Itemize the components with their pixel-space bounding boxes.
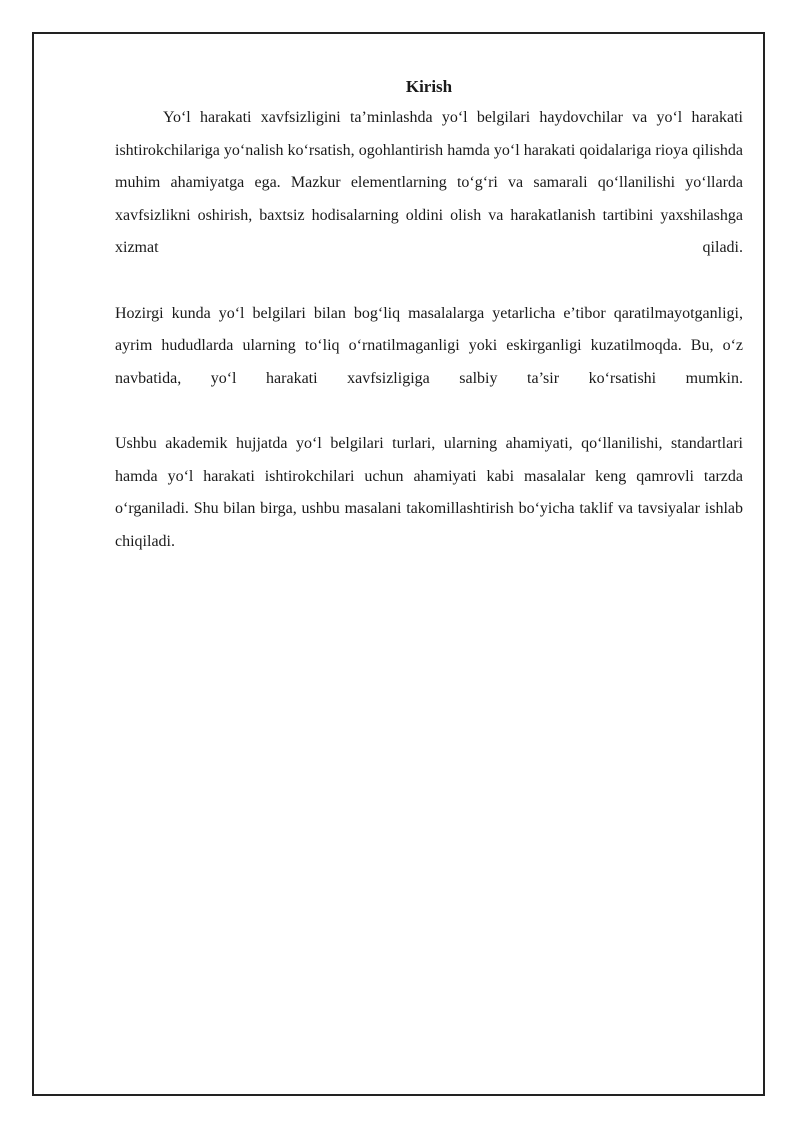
document-title: Kirish [405,77,453,96]
paragraph-problem: Hozirgi kunda yo‘l belgilari bilan bog‘liq masalalarga yetarlicha e’tibor qaratilmayotganligi, ayrim hududlarda ularning to‘liq o‘rnatilmaganligi yoki eskirganligi kuzatilmoqda. Bu, o‘z navbatida, yo‘l harakati xavfsizligiga salbiy ta’sir ko‘rsatishi mumkin. [115,304,743,387]
paragraph-intro: Yo‘l harakati xavfsizligini ta’minlashda yo‘l belgilari haydovchilar va yo‘l harakati ishtirokchilariga yo‘nalish ko‘rsatish, ogohlantirish hamda yo‘l harakati qoidalariga rioya qilishda muhim ahamiyatga ega. Mazkur elementlarning to‘g‘ri va samarali qo‘llanilishi yo‘llarda xavfsizlikni oshirish, baxtsiz hodisalarning oldini olish va harakatlanish tartibini yaxshilashga xizmat qiladi. [115,109,743,257]
paragraph-scope: Ushbu akademik hujjatda yo‘l belgilari turlari, ularning ahamiyati, qo‘llanilishi, standartlari hamda yo‘l harakati ishtirokchilari uchun ahamiyati kabi masalalar keng qamrovli tarzda o‘rganiladi. Shu bilan birga, ushbu masalani takomillashtirish bo‘yicha taklif va tavsiyalar ishlab chiqiladi. [115,434,743,550]
document-body [115,72,743,591]
